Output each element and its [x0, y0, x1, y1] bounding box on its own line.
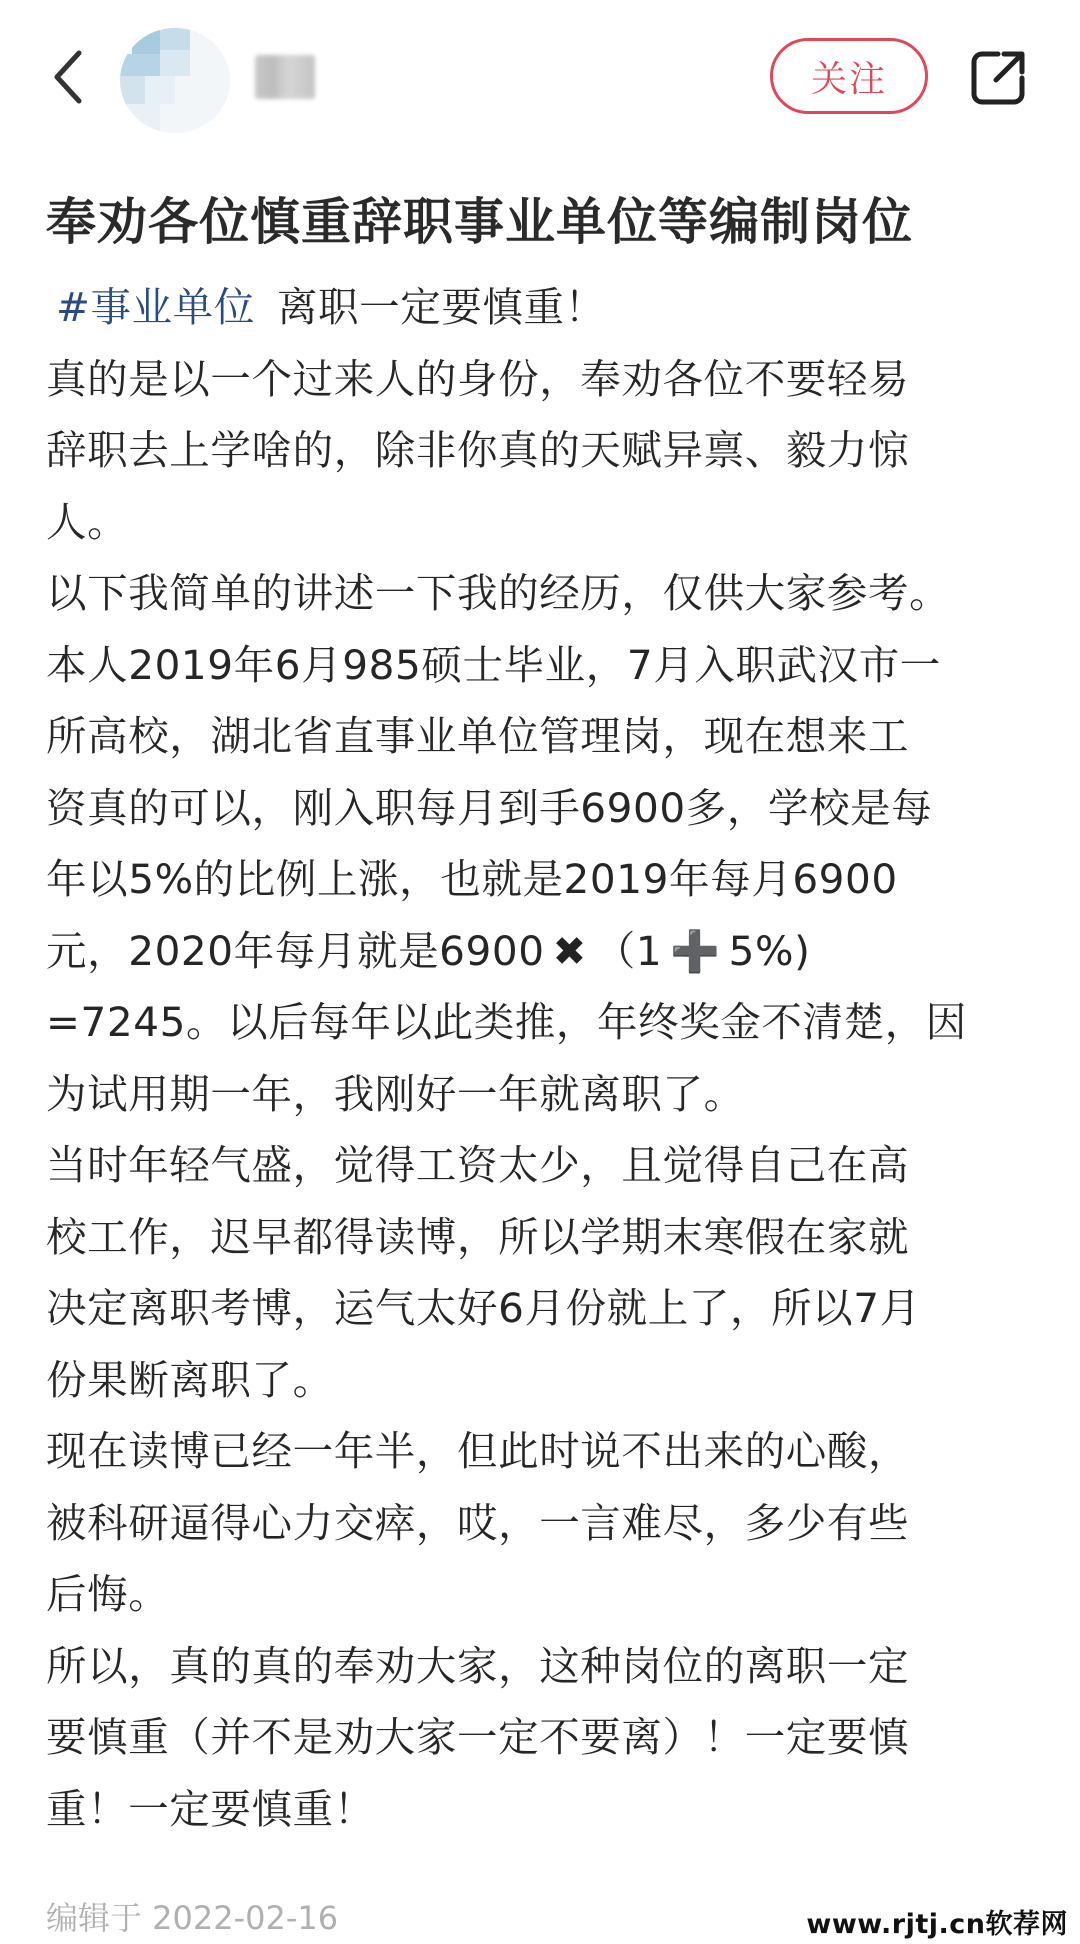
- body-line: 人。: [46, 497, 129, 546]
- body-line: 重！一定要慎重！: [46, 1784, 375, 1833]
- body-text: 离职一定要慎重！: [276, 283, 606, 331]
- chevron-left-icon: [53, 49, 83, 105]
- post-title: 奉劝各位慎重辞职事业单位等编制岗位: [46, 193, 913, 251]
- watermark: www.rjtj.cn软荐网: [806, 1909, 1068, 1940]
- post-body: [46, 272, 1046, 1845]
- username-blurred: [255, 55, 315, 99]
- body-line: [46, 916, 1046, 988]
- body-text: 5%): [728, 926, 811, 975]
- body-line: 当时年轻气盛，觉得工资太少，且觉得自己在高: [46, 1141, 910, 1189]
- body-line: 要慎重（并不是劝大家一定不要离）！一定要慎: [46, 1713, 910, 1761]
- body-line: 以下我简单的讲述一下我的经历，仅供大家参考。: [46, 569, 951, 617]
- body-line: 份果断离职了。: [46, 1355, 334, 1404]
- body-text: 元，2020年每月就是6900: [46, 926, 545, 975]
- body-line: 后悔。: [46, 1570, 170, 1618]
- plus-icon: ➕: [670, 928, 721, 975]
- share-button[interactable]: [968, 48, 1028, 108]
- body-line: 所高校，湖北省直事业单位管理岗，现在想来工: [46, 712, 910, 760]
- body-line: 资真的可以，刚入职每月到手6900多，学校是每: [46, 783, 933, 832]
- edited-date: 编辑于 2022-02-16: [46, 1899, 339, 1937]
- back-button[interactable]: [40, 42, 96, 112]
- body-text: （1: [594, 926, 663, 975]
- body-line: 为试用期一年，我刚好一年就离职了。: [46, 1069, 745, 1118]
- body-line: 年以5%的比例上涨，也就是2019年每月6900: [46, 855, 898, 903]
- body-line: 被科研逼得心力交瘁，哎，一言难尽，多少有些: [46, 1498, 910, 1547]
- body-line: 真的是以一个过来人的身份，奉劝各位不要轻易: [46, 354, 910, 403]
- body-line: 辞职去上学啥的，除非你真的天赋异禀、毅力惊: [46, 426, 910, 474]
- body-line: 决定离职考博，运气太好6月份就上了，所以7月: [46, 1284, 921, 1332]
- body-line: 所以，真的真的奉劝大家，这种岗位的离职一定: [46, 1641, 910, 1690]
- share-external-icon: [968, 48, 1028, 108]
- body-line: [46, 272, 1046, 344]
- multiply-icon: ✖: [552, 928, 587, 975]
- body-line: 校工作，迟早都得读博，所以学期末寒假在家就: [46, 1212, 910, 1261]
- avatar[interactable]: [120, 28, 230, 133]
- hashtag-link[interactable]: #事业单位: [56, 283, 255, 331]
- follow-button[interactable]: 关注: [770, 38, 928, 114]
- body-line: =7245。以后每年以此类推，年终奖金不清楚，因: [46, 998, 967, 1046]
- body-line: 现在读博已经一年半，但此时说不出来的心酸，: [46, 1427, 910, 1475]
- body-line: 本人2019年6月985硕士毕业，7月入职武汉市一: [46, 640, 941, 689]
- top-bar: [0, 0, 1080, 150]
